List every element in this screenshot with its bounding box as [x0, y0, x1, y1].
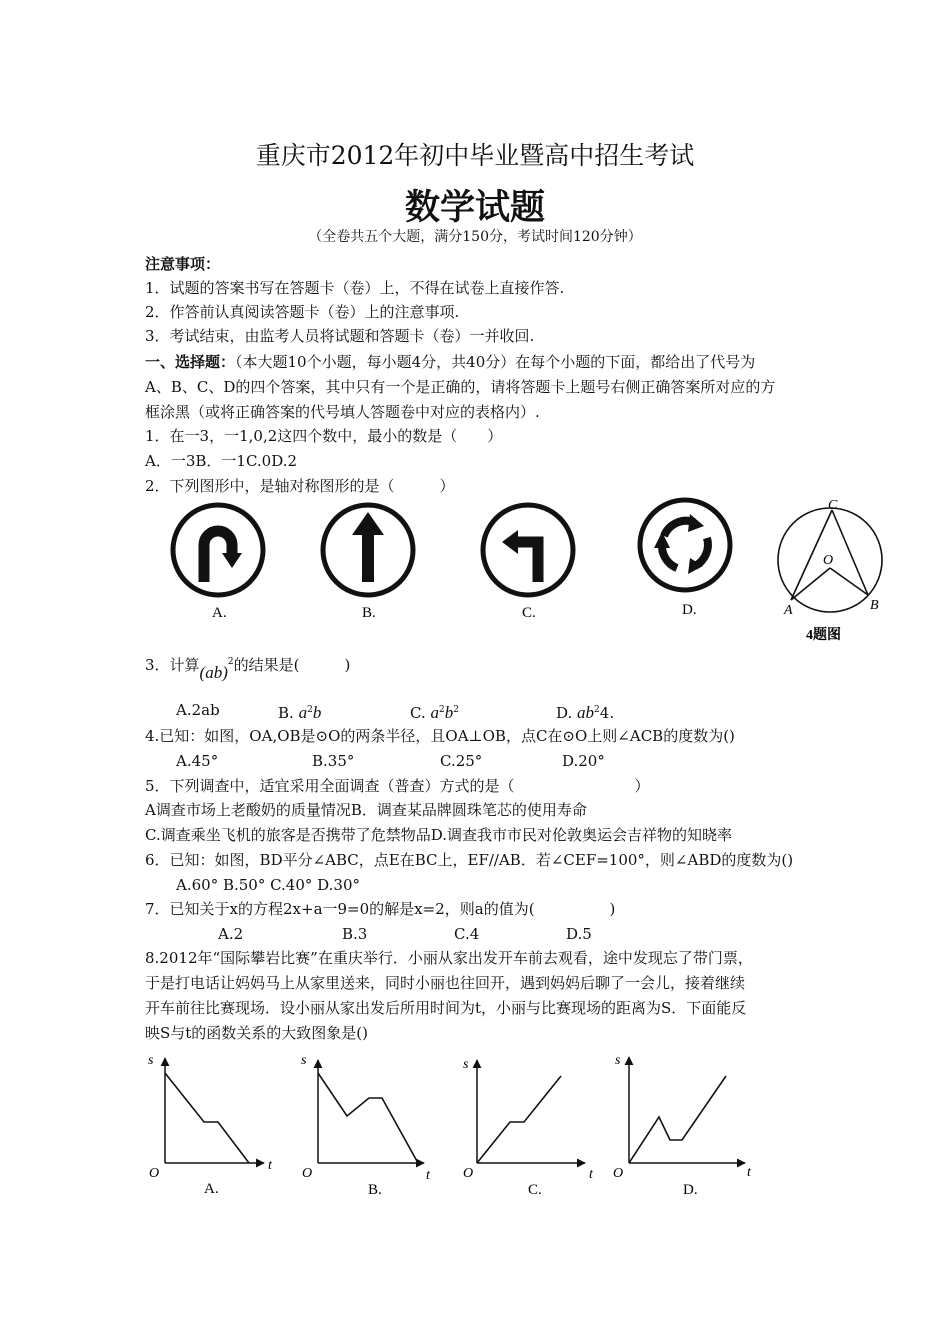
q3-exponent: 2	[227, 657, 234, 667]
exam-subtitle: （全卷共五个大题，满分150分，考试时间120分钟）	[308, 229, 642, 245]
graph-d-label: D.	[683, 1182, 698, 1198]
q7-stem: 7．已知关于x的方程2x+a一9=0的解是x=2，则a的值为( )	[145, 900, 616, 918]
exam-title: 重庆市2012年初中毕业暨高中招生考试	[255, 141, 695, 170]
q8-line: 映S与t的函数关系的大致图象是()	[145, 1024, 369, 1042]
q4-option-c: C.25°	[440, 752, 483, 770]
sign-a-uturn-icon	[173, 505, 263, 595]
q3-option-c-expr: a	[430, 703, 439, 722]
note-item: 3．考试结束，由监考人员将试题和答题卡（卷）一并收回.	[145, 327, 535, 345]
q7-option-c: C.4	[454, 925, 480, 943]
section-intro-line	[145, 352, 755, 372]
graph-c	[477, 1060, 585, 1163]
graph-a-curve	[165, 1073, 249, 1163]
q3-option-b-expr: a	[298, 703, 308, 722]
q7-option-b: B.3	[342, 925, 368, 943]
note-item: 1．试题的答案书写在答题卡（卷）上，不得在试卷上直接作答.	[145, 279, 565, 297]
q3-option-c-label: C.	[410, 704, 426, 722]
graph-b-curve	[318, 1073, 418, 1163]
q3-option-d-label: D.	[556, 704, 573, 722]
q3-option-d-expr: ab	[577, 703, 595, 722]
graph-d-t-label: t	[747, 1165, 751, 1180]
q4-option-a: A.45°	[176, 752, 219, 770]
q4-option-d: D.20°	[562, 752, 605, 770]
q8-line: 于是打电话让妈妈马上从家里送来，同时小丽也往回开，遇到妈妈后聊了一会儿，接着继续	[145, 974, 746, 992]
q7-option-a: A.2	[218, 925, 244, 943]
section-intro-line: 框涂黑（或将正确答案的代号填人答题卷中对应的表格内）.	[145, 403, 540, 421]
fig-label-b: B.	[362, 605, 376, 621]
graph-d-curve	[629, 1076, 726, 1163]
fig-label-d: D.	[682, 602, 697, 618]
graph-c-t-label: t	[589, 1167, 593, 1182]
fig-label-c: C.	[522, 605, 536, 621]
q3-option-c-exp1: 2	[439, 705, 445, 715]
q3-option-b-tail: b	[312, 703, 322, 722]
q8-line: 8.2012年“国际攀岩比赛”在重庆举行．小丽从家出发开车前去观看，途中发现忘了带门票，	[145, 949, 753, 967]
q3-stem-prefix: 3．计算	[145, 656, 200, 674]
graph-d-origin-label: O	[613, 1166, 624, 1181]
point-label-c: C	[828, 498, 838, 513]
graph-a-label: A.	[204, 1181, 219, 1197]
graph-d	[629, 1057, 745, 1163]
graph-b-label: B.	[368, 1182, 382, 1198]
q3-option-c	[410, 700, 459, 723]
point-label-a: A	[784, 603, 793, 618]
q3-option-d-exp: 2	[594, 705, 600, 715]
graph-b	[318, 1060, 424, 1163]
q3-stem-suffix: 的结果是( )	[233, 656, 351, 674]
q3-stem	[145, 652, 351, 682]
q2-stem: 2．下列图形中，是轴对称图形的是（ ）	[145, 477, 455, 495]
graph-c-origin-label: O	[463, 1166, 474, 1181]
fig-label-a: A.	[212, 605, 227, 621]
q4-option-b: B.35°	[312, 752, 355, 770]
q2-figures	[150, 495, 890, 655]
graph-a-origin-label: O	[149, 1166, 160, 1181]
graph-d-s-label: s	[615, 1053, 621, 1068]
q8-line: 开车前往比赛现场．设小丽从家出发后所用时间为t，小丽与比赛现场的距离为S．下面能反	[145, 999, 747, 1017]
fig4-caption: 4题图	[806, 628, 841, 643]
q5-stem: 5．下列调查中，适宜采用全面调查（普查）方式的是（ ）	[145, 777, 650, 795]
q7-option-d: D.5	[566, 925, 592, 943]
section-intro-text: （本大题10个小题，每小题4分，共40分）在每个小题的下面，都给出了代号为	[235, 353, 756, 371]
sign-b-straight-icon	[323, 505, 413, 595]
graph-b-origin-label: O	[302, 1166, 313, 1181]
graph-a	[165, 1058, 264, 1163]
subject-title: 数学试题	[404, 188, 545, 228]
q3-option-c-tail: b	[444, 703, 454, 722]
graph-c-curve	[477, 1076, 561, 1163]
q6-options: A.60° B.50° C.40° D.30°	[176, 876, 361, 894]
sign-d-roundabout-icon	[640, 500, 730, 590]
q3-option-b-exp: 2	[307, 705, 313, 715]
graph-c-label: C.	[528, 1182, 542, 1198]
section-intro-line: A、B、C、D的四个答案，其中只有一个是正确的，请将答题卡上题号右侧正确答案所对应的方	[145, 378, 776, 396]
q3-option-a: A.2ab	[176, 701, 220, 719]
q5-options-line2: C.调查乘坐飞机的旅客是否携带了危禁物品D.调查我市市民对伦敦奥运会吉祥物的知晓率	[145, 826, 732, 844]
notes-heading: 注意事项：	[145, 255, 221, 273]
note-item: 2．作答前认真阅读答题卡（卷）上的注意事项.	[145, 303, 460, 321]
q6-stem: 6．已知：如图，BD平分∠ABC，点E在BC上，EF//AB．若∠CEF=100°，则∠ABD的度数为()	[145, 851, 794, 869]
q5-options-line1: A调查市场上老酸奶的质量情况B．调查某品牌圆珠笔芯的使用寿命	[145, 801, 587, 819]
q3-expression: (ab)	[199, 663, 228, 682]
q3-option-c-exp2: 2	[453, 705, 459, 715]
point-label-o: O	[823, 553, 834, 568]
graph-a-t-label: t	[268, 1158, 272, 1173]
q8-graphs	[140, 1045, 780, 1205]
q4-stem: 4.已知：如图，OA,OB是⊙O的两条半径，且OA⊥OB，点C在⊙O上则∠ACB的度数为()	[145, 727, 735, 745]
q3-option-d	[556, 700, 614, 723]
graph-c-s-label: s	[463, 1057, 469, 1072]
graph-b-s-label: s	[301, 1053, 307, 1068]
q3-option-d-tail: 4.	[599, 704, 615, 722]
point-label-b: B	[870, 598, 879, 613]
graph-a-s-label: s	[148, 1053, 154, 1068]
q3-option-b-label: B.	[278, 704, 294, 722]
q1-stem: 1．在一3，一1,0,2这四个数中，最小的数是（ ）	[145, 427, 503, 445]
section-heading: 一、选择题：	[145, 353, 236, 371]
sign-c-left-turn-icon	[483, 505, 573, 595]
q3-option-b	[278, 700, 321, 723]
graph-b-t-label: t	[426, 1168, 430, 1183]
q1-options: A．一3B．一1C.0D.2	[145, 452, 297, 470]
